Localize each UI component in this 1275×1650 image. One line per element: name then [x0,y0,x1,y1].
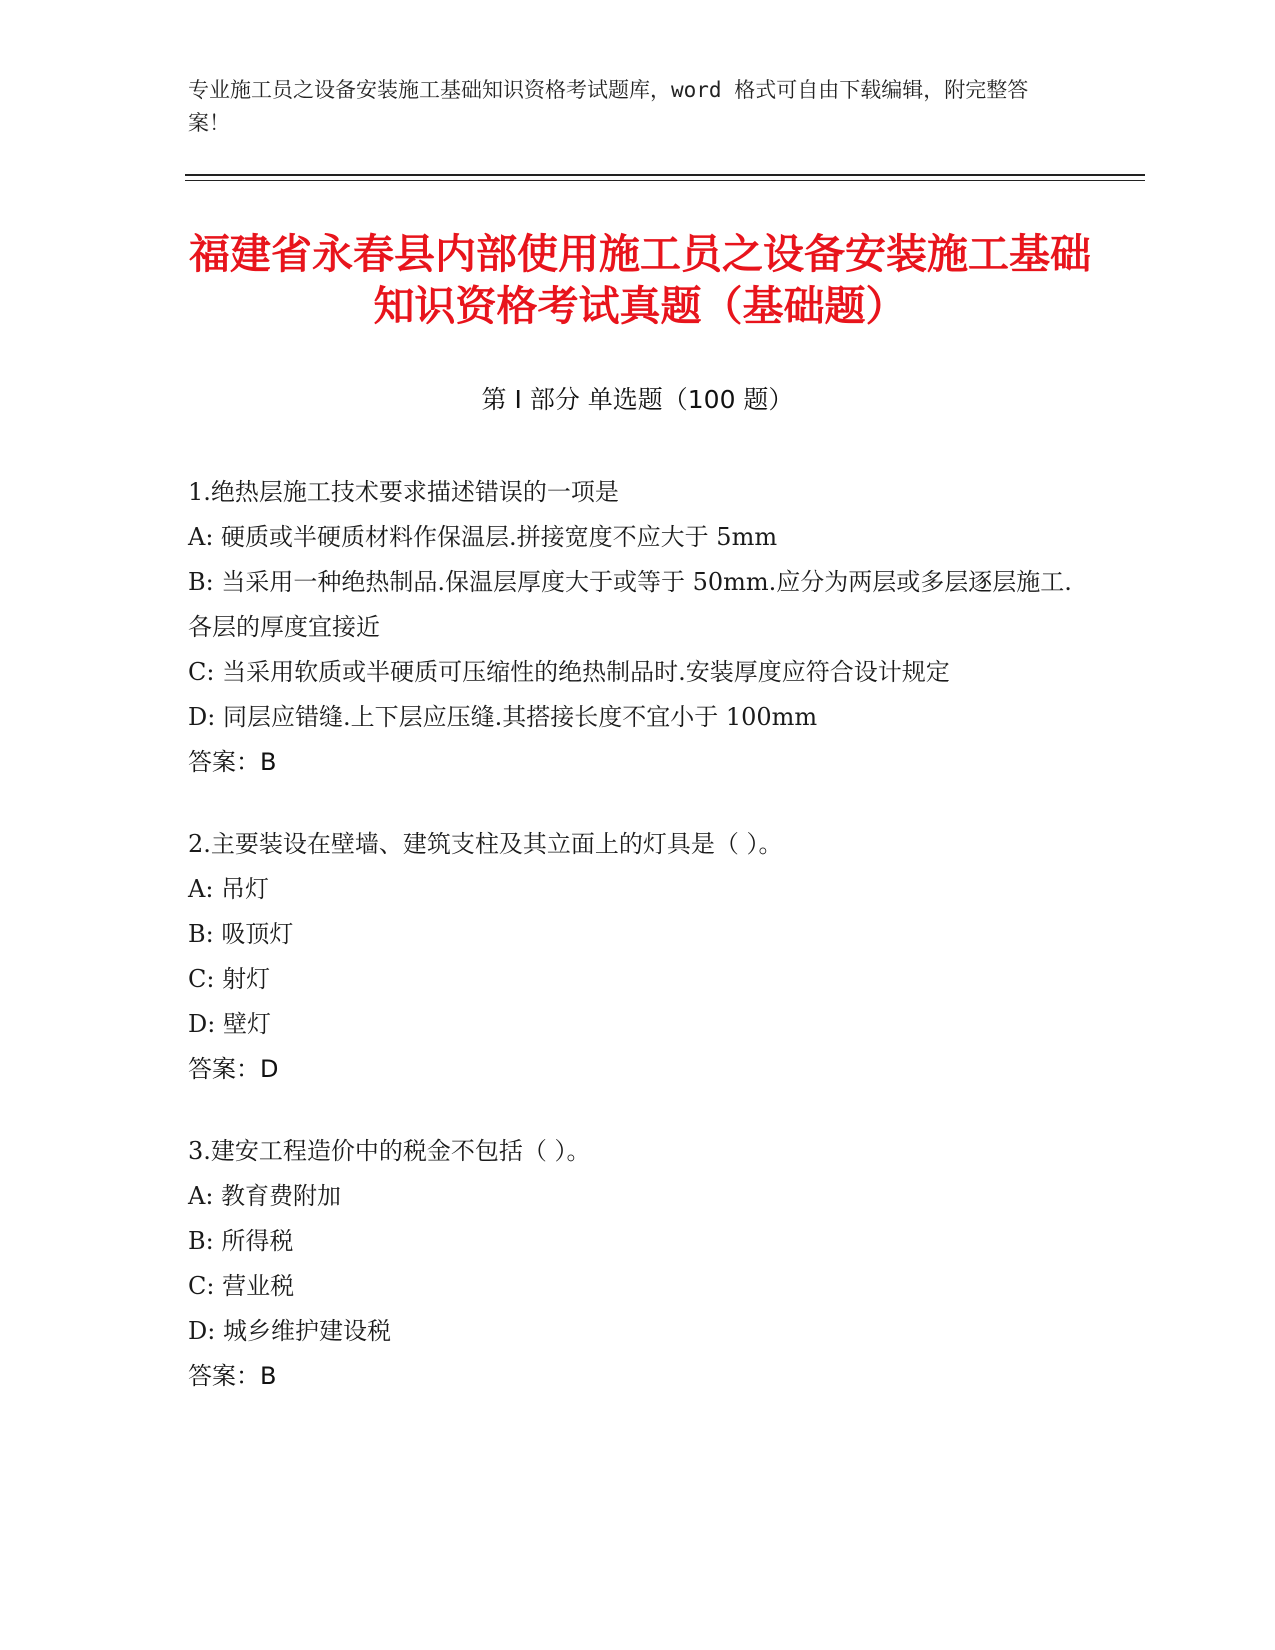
question-stem: 1.绝热层施工技术要求描述错误的一项是 [188,478,619,506]
option-c: C: 营业税 [188,1272,295,1300]
header-note: 专业施工员之设备安装施工基础知识资格考试题库，word 格式可自由下载编辑，附完整答案！ [188,78,1029,135]
question-1 [188,470,1088,784]
answer-line: 答案：B [188,1362,277,1390]
option-a: A: 硬质或半硬质材料作保温层.拼接宽度不应大于 5mm [188,523,778,551]
question-stem: 3.建安工程造价中的税金不包括（ ）。 [188,1137,591,1165]
option-b: B: 所得税 [188,1227,294,1255]
section-title: 第 I 部分 单选题（100 题） [481,385,794,414]
question-stem: 2.主要装设在壁墙、建筑支柱及其立面上的灯具是（ ）。 [188,830,783,858]
option-c: C: 当采用软质或半硬质可压缩性的绝热制品时.安装厚度应符合设计规定 [188,658,950,686]
answer-line: 答案：B [188,748,277,776]
option-d: D: 壁灯 [188,1010,271,1038]
question-list [188,470,1088,1436]
option-d: D: 城乡维护建设税 [188,1317,391,1345]
header-divider-thin [185,180,1145,181]
question-3 [188,1129,1088,1398]
header-divider-thick [185,174,1145,176]
document-title: 福建省永春县内部使用施工员之设备安装施工基础知识资格考试真题（基础题） [189,230,1091,330]
option-a: A: 吊灯 [188,875,270,903]
option-c: C: 射灯 [188,965,271,993]
option-b: B: 当采用一种绝热制品.保温层厚度大于或等于 50mm.应分为两层或多层逐层施工.各层的厚度宜接近 [188,568,1072,641]
option-b: B: 吸顶灯 [188,920,294,948]
answer-line: 答案：D [188,1055,279,1083]
option-d: D: 同层应错缝.上下层应压缝.其搭接长度不宜小于 100mm [188,703,818,731]
option-a: A: 教育费附加 [188,1182,342,1210]
question-2 [188,822,1088,1091]
